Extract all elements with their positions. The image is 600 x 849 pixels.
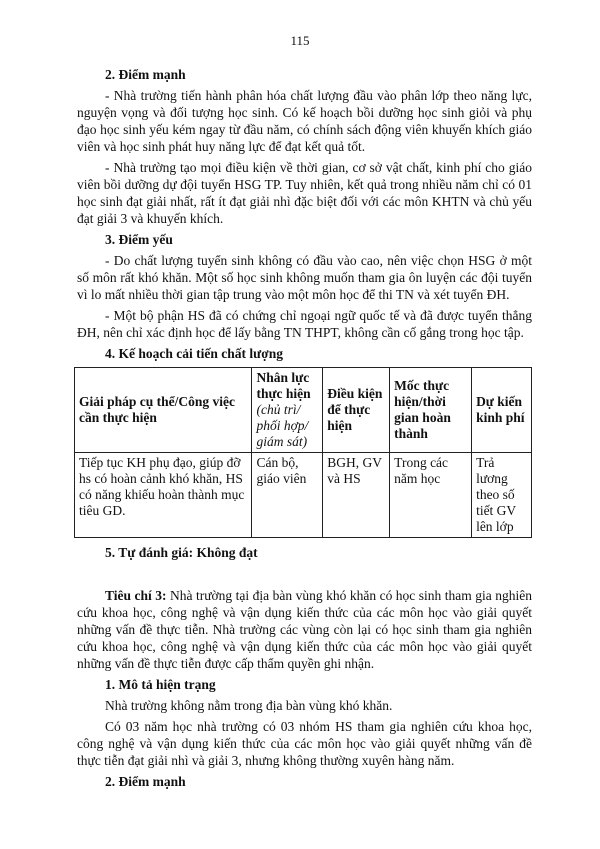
header-solution: Giải pháp cụ thể/Công việc cần thực hiện <box>75 368 252 453</box>
table-header-row <box>75 368 532 453</box>
table-row <box>75 453 532 538</box>
status-paragraph-2: Có 03 năm học nhà trường có 03 nhóm HS tham gia nghiên cứu khoa học, công nghệ và vận dụng kiến thức của các môn học vào giải quyết những vấn đề thực tiễn đạt giải nhì và giải 3, nhưng không thường xuyên hàng năm. <box>77 719 532 768</box>
strength-paragraph-1: - Nhà trường tiến hành phân hóa chất lượng đầu vào phân lớp theo năng lực, nguyện vọng và đối tượng học sinh. Có kế hoạch bồi dưỡng học sinh giỏi và phụ đạo học sinh yếu kém ngay từ đầu năm, có chính sách động viên khuyến khích giáo viên và học sinh phát huy năng lực để đạt kết quả tốt. <box>77 88 532 154</box>
page-number: 115 <box>290 33 310 48</box>
cell-personnel: Cán bộ, giáo viên <box>252 453 323 538</box>
header-budget: Dự kiến kinh phí <box>472 368 532 453</box>
status-heading: 1. Mô tả hiện trạng <box>105 677 216 692</box>
header-personnel-label: Nhân lực thực hiện <box>256 370 311 401</box>
improvement-plan-table <box>74 367 532 538</box>
spacer <box>77 565 532 587</box>
header-personnel-note: (chủ trì/ phối hợp/ giám sát) <box>256 402 309 449</box>
cell-timeline: Trong các năm học <box>390 453 472 538</box>
cell-budget: Trả lương theo số tiết GV lên lớp <box>472 453 532 538</box>
strengths-heading-2: 2. Điểm mạnh <box>105 774 186 789</box>
cell-conditions: BGH, GV và HS <box>323 453 390 538</box>
weaknesses-heading: 3. Điểm yếu <box>105 232 173 247</box>
self-evaluation: 5. Tự đánh giá: Không đạt <box>105 545 258 560</box>
plan-heading: 4. Kế hoạch cải tiến chất lượng <box>105 346 283 361</box>
criterion-3-label: Tiêu chí 3: <box>105 588 167 603</box>
strengths-heading: 2. Điểm mạnh <box>105 67 186 82</box>
status-paragraph-1: Nhà trường không nằm trong địa bàn vùng khó khăn. <box>105 698 393 713</box>
cell-solution: Tiếp tục KH phụ đạo, giúp đỡ hs có hoàn cảnh khó khăn, HS có năng khiếu hoàn thành mục tiêu GD. <box>75 453 252 538</box>
criterion-3-text: Nhà trường tại địa bàn vùng khó khăn có học sinh tham gia nghiên cứu khoa học, công nghệ và vận dụng kiến thức của các môn học vào giải quyết những vấn đề thực tiễn. Nhà trường các vùng còn lại có học sinh tham gia nghiên cứu khoa học, công nghệ và vận dụng kiến thức của các môn học vào giải quyết những vấn đề thực tiễn được cấp thẩm quyền ghi nhận. <box>77 588 532 671</box>
header-personnel <box>252 368 323 453</box>
strength-paragraph-2: - Nhà trường tạo mọi điều kiện về thời gian, cơ sở vật chất, kinh phí cho giáo viên bồi dưỡng dự đội tuyển HSG TP. Tuy nhiên, kết quả trong nhiều năm chỉ có 01 học sinh đạt giải nhất, rất ít đạt giải nhì đặc biệt đối với các môn KHTN và chủ yếu đạt giải 3 và khuyến khích. <box>77 160 532 226</box>
header-conditions: Điều kiện để thực hiện <box>323 368 390 453</box>
weakness-paragraph-2: - Một bộ phận HS đã có chứng chỉ ngoại ngữ quốc tế và đã được tuyển thẳng ĐH, nên chỉ xác định học để lấy bằng TN THPT, không cần cố gắng trong học tập. <box>77 308 532 340</box>
criterion-3-paragraph <box>77 587 532 672</box>
header-timeline: Mốc thực hiện/thời gian hoàn thành <box>390 368 472 453</box>
weakness-paragraph-1: - Do chất lượng tuyển sinh không có đầu vào cao, nên việc chọn HSG ở một số môn rất khó khăn. Một số học sinh không muốn tham gia ôn luyện các đội tuyển vì lo mất nhiều thời gian tập trung vào một môn học để thi TN và xét tuyển ĐH. <box>77 253 532 302</box>
document-body <box>77 64 532 794</box>
